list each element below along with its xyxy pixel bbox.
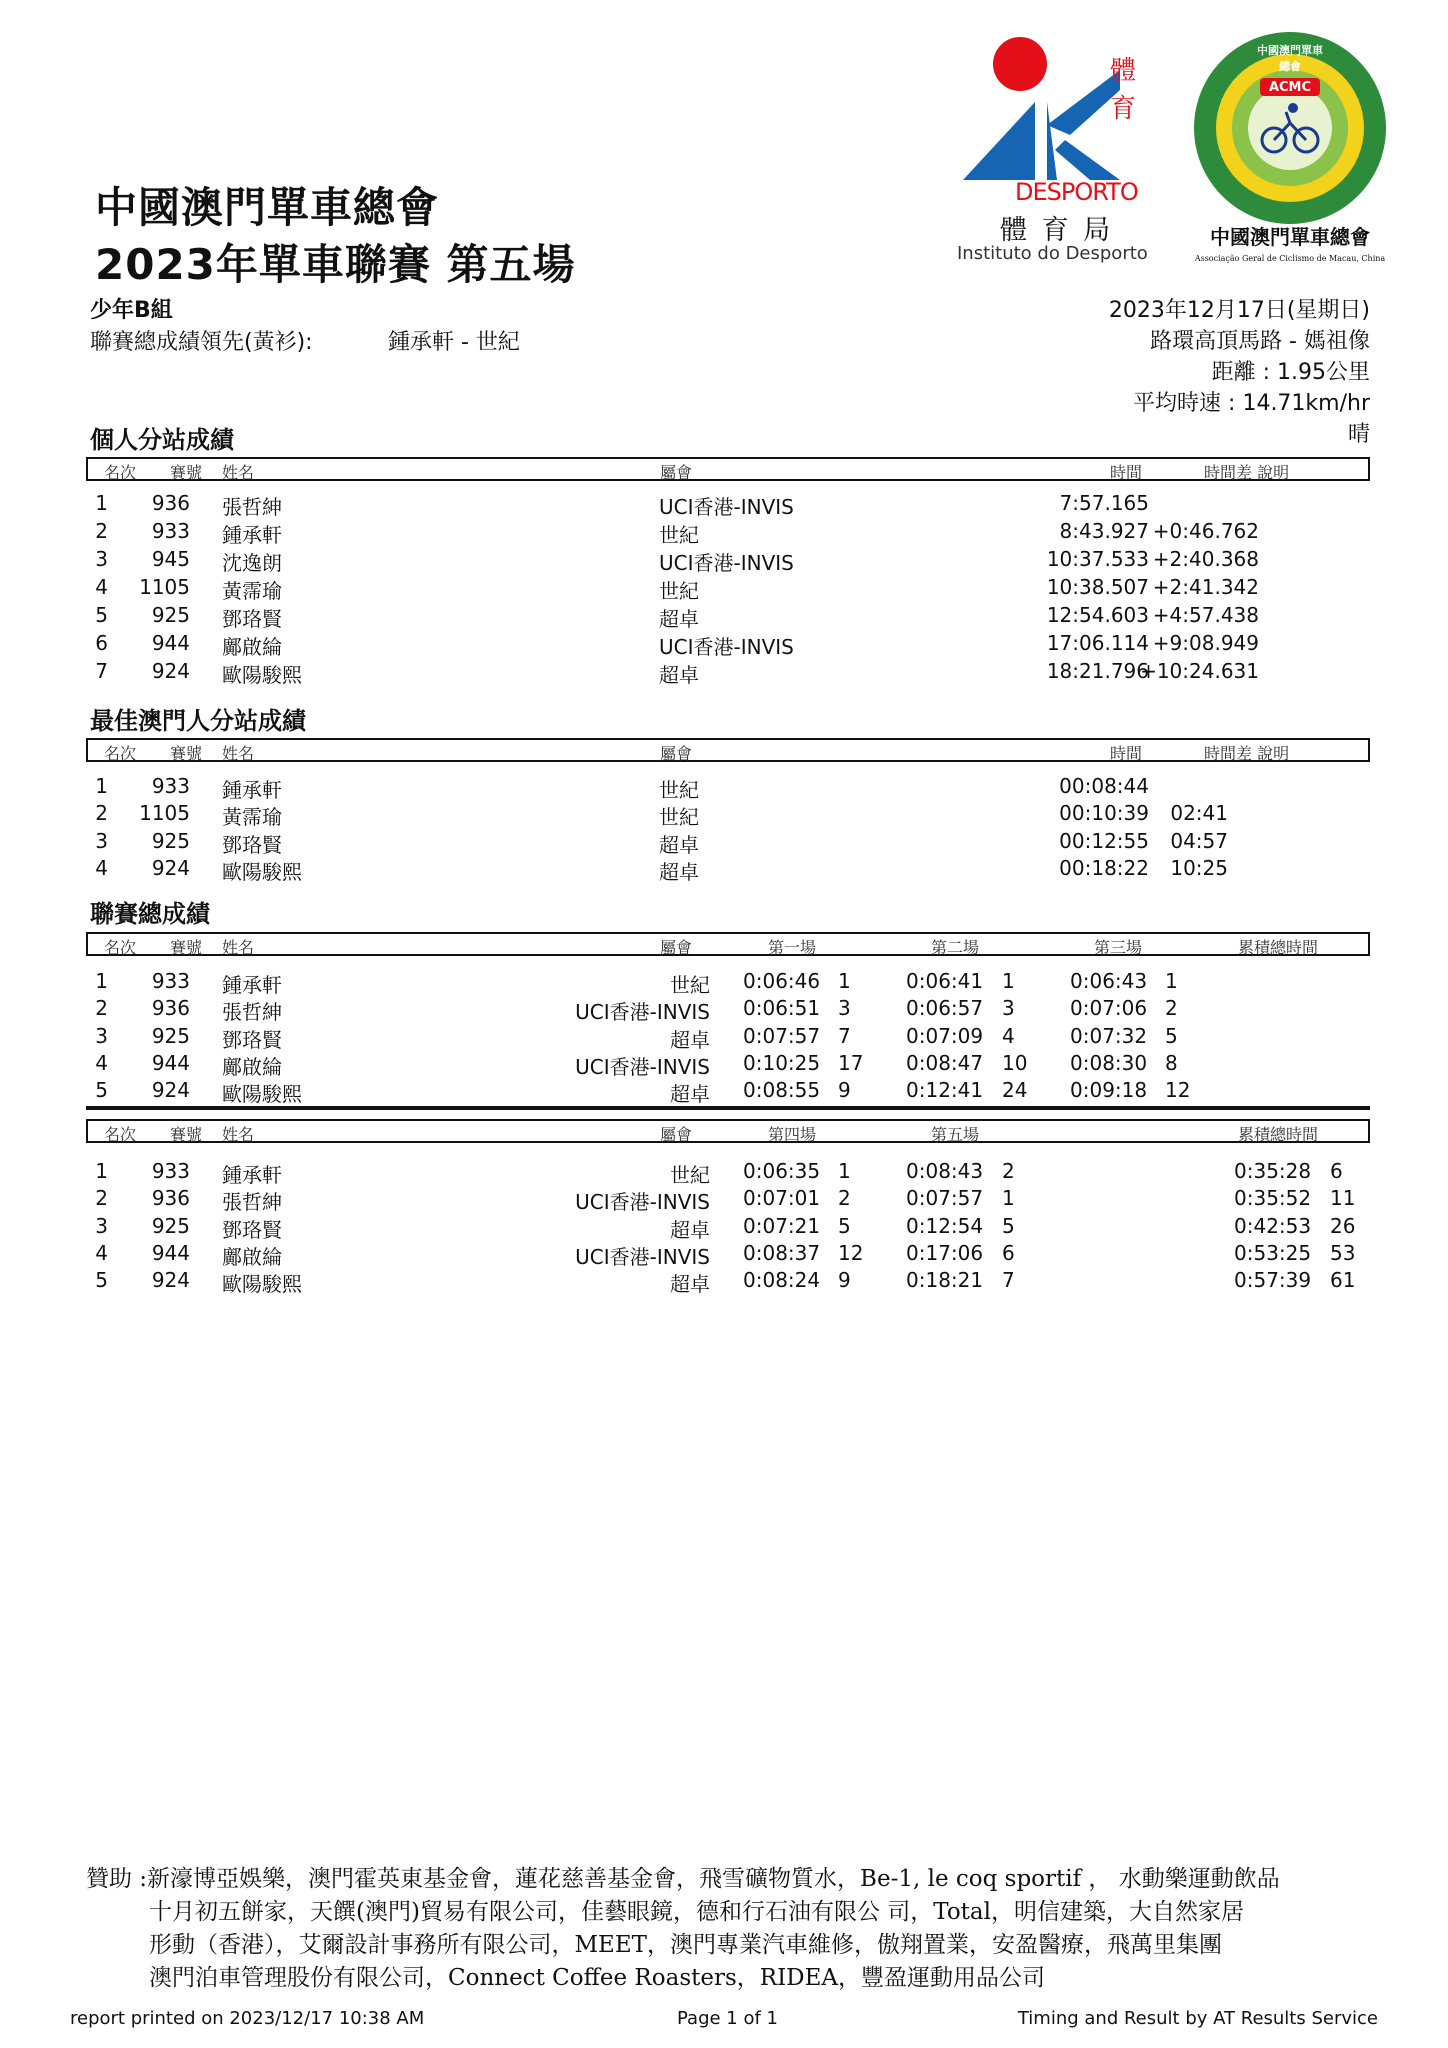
cell-time: 00:08:44 <box>1059 774 1149 798</box>
hdr-name: 姓名 <box>222 938 255 957</box>
cell-time: 18:21.796 <box>1046 659 1149 683</box>
cell-club: UCI香港-INVIS <box>659 551 794 575</box>
cell-diff: +2:41.342 <box>1152 575 1259 599</box>
cell-stage4-place: 12 <box>838 1240 864 1265</box>
table-row <box>86 1078 1370 1105</box>
sponsor-line: 澳門泊車管理股份有限公司，Connect Coffee Roasters，RIDEA，豐盈運動用品公司 <box>149 1965 1046 1991</box>
hdr-bib: 賽號 <box>170 1125 203 1144</box>
cell-rank: 2 <box>95 801 108 826</box>
cell-diff: +9:08.949 <box>1152 631 1259 655</box>
table-row <box>86 1241 1370 1268</box>
table-row <box>86 969 1370 996</box>
individual-header <box>86 457 1370 481</box>
table-row <box>86 547 1370 574</box>
table-row <box>86 1186 1370 1213</box>
desporto-cn: 體 育 局 <box>1000 215 1114 246</box>
cell-name: 鍾承軒 <box>222 778 282 802</box>
cell-bib: 933 <box>151 774 190 798</box>
acmc-logo <box>1190 28 1390 278</box>
cell-stage2-time: 0:06:57 <box>906 996 984 1021</box>
cell-diff: 10:25 <box>1170 855 1228 880</box>
cell-bib: 924 <box>151 855 190 880</box>
table-row <box>86 603 1370 630</box>
cell-name: 黃霈瑜 <box>222 805 282 830</box>
desporto-pt: Instituto do Desporto <box>957 243 1148 264</box>
cell-rank: 4 <box>95 1240 108 1265</box>
cell-bib: 924 <box>151 1268 190 1293</box>
cell-club: 超卓 <box>659 859 699 884</box>
cell-stage1-time: 0:06:46 <box>743 969 821 993</box>
cell-club: 超卓 <box>670 1027 710 1052</box>
league-divider <box>86 1106 1370 1110</box>
hdr-club: 屬會 <box>660 1125 693 1144</box>
table-row <box>86 1051 1370 1078</box>
cell-name: 鄺啟綸 <box>222 1244 282 1269</box>
cell-stage3-time: 0:08:30 <box>1070 1050 1148 1075</box>
cell-bib: 925 <box>151 603 190 627</box>
cell-diff: +4:57.438 <box>1152 603 1259 627</box>
acmc-abbr: ACMC <box>1268 80 1312 95</box>
desporto-brand: DESPORTO <box>1015 178 1138 206</box>
cell-rank: 5 <box>95 1078 108 1103</box>
cell-club: UCI香港-INVIS <box>575 1244 710 1269</box>
hdr-name: 姓名 <box>222 744 255 763</box>
cell-stage1-time: 0:10:25 <box>743 1050 821 1075</box>
cell-stage2-place: 3 <box>1002 996 1015 1021</box>
cell-club: UCI香港-INVIS <box>575 1054 710 1079</box>
cell-name: 鄧珞賢 <box>222 1027 282 1052</box>
macau-title: 最佳澳門人分站成績 <box>90 707 306 735</box>
race-route: 路環高頂馬路 - 媽祖像 <box>1150 329 1370 354</box>
cell-bib: 924 <box>151 1078 190 1103</box>
cell-bib: 944 <box>151 1050 190 1075</box>
hdr-stage2: 第二場 <box>931 938 980 957</box>
cell-total-points: 53 <box>1330 1240 1356 1265</box>
race-date: 2023年12月17日(星期日) <box>1108 298 1370 323</box>
cell-rank: 3 <box>95 1023 108 1048</box>
cell-bib: 925 <box>151 1213 190 1238</box>
cell-time: 12:54.603 <box>1046 603 1149 627</box>
table-row <box>86 659 1370 686</box>
cell-rank: 4 <box>95 1050 108 1075</box>
cell-club: 世紀 <box>659 579 699 603</box>
cell-name: 鄺啟綸 <box>222 635 282 659</box>
hdr-club: 屬會 <box>660 744 693 763</box>
cell-total-points: 11 <box>1330 1186 1356 1211</box>
cell-stage2-place: 1 <box>1002 969 1015 993</box>
cell-stage1-place: 7 <box>838 1023 851 1048</box>
cell-stage5-time: 0:07:57 <box>906 1186 984 1211</box>
cell-club: UCI香港-INVIS <box>659 635 794 659</box>
cell-name: 張哲紳 <box>222 1000 282 1025</box>
table-row <box>86 829 1370 856</box>
hdr-total: 累積總時間 <box>1238 1125 1319 1144</box>
cell-rank: 1 <box>95 969 108 993</box>
cell-name: 鍾承軒 <box>222 1163 282 1187</box>
cell-club: 世紀 <box>659 523 699 547</box>
cell-diff: +2:40.368 <box>1152 547 1259 571</box>
cell-time: 17:06.114 <box>1046 631 1149 655</box>
table-row <box>86 575 1370 602</box>
cell-name: 鄧珞賢 <box>222 607 282 631</box>
cell-rank: 4 <box>95 575 108 599</box>
cell-stage2-time: 0:07:09 <box>906 1023 984 1048</box>
sponsor-line: 形動（香港），艾爾設計事務所有限公司，MEET，澳門專業汽車維修，傲翔置業，安盈醫療，飛萬里集團 <box>149 1932 1222 1958</box>
cell-bib: 936 <box>151 1186 190 1211</box>
cell-bib: 945 <box>151 547 190 571</box>
desporto-char1: 體 <box>1110 56 1137 86</box>
league-header-1 <box>86 932 1370 956</box>
cell-bib: 1105 <box>139 801 190 826</box>
cell-stage4-place: 5 <box>838 1213 851 1238</box>
cell-stage1-place: 1 <box>838 969 851 993</box>
cell-stage5-time: 0:17:06 <box>906 1240 984 1265</box>
hdr-diff: 時間差 說明 <box>1204 744 1290 763</box>
cell-stage3-place: 5 <box>1165 1023 1178 1048</box>
hdr-bib: 賽號 <box>170 744 203 763</box>
cell-total-points: 6 <box>1330 1159 1343 1183</box>
cell-stage3-place: 1 <box>1165 969 1178 993</box>
cell-name: 歐陽駿熙 <box>222 859 302 884</box>
cell-stage5-time: 0:12:54 <box>906 1213 984 1238</box>
cell-club: 超卓 <box>670 1272 710 1297</box>
race-avg-speed: 平均時速 : 14.71km/hr <box>1133 391 1370 416</box>
cell-stage5-time: 0:08:43 <box>906 1159 984 1183</box>
cell-stage2-time: 0:12:41 <box>906 1078 984 1103</box>
hdr-club: 屬會 <box>660 938 693 957</box>
cell-club: UCI香港-INVIS <box>659 495 794 519</box>
cell-club: 超卓 <box>670 1217 710 1242</box>
cell-stage5-place: 1 <box>1002 1186 1015 1211</box>
cell-stage2-place: 24 <box>1002 1078 1028 1103</box>
sponsor-list <box>86 1863 1376 1995</box>
hdr-stage1: 第一場 <box>768 938 817 957</box>
table-row <box>86 1214 1370 1241</box>
cell-name: 鄺啟綸 <box>222 1054 282 1079</box>
hdr-bib: 賽號 <box>170 463 203 482</box>
cell-diff: 04:57 <box>1170 828 1228 853</box>
cell-rank: 2 <box>95 1186 108 1211</box>
cell-club: 超卓 <box>670 1082 710 1107</box>
timing-credit: Timing and Result by AT Results Service <box>1017 2008 1378 2029</box>
cell-name: 歐陽駿熙 <box>222 1082 302 1107</box>
cell-diff: +10:24.631 <box>1140 659 1259 683</box>
cell-diff: +0:46.762 <box>1152 519 1259 543</box>
cell-club: 世紀 <box>659 778 699 802</box>
category-label: 少年B組 <box>90 298 173 323</box>
cell-rank: 3 <box>95 1213 108 1238</box>
leader-label: 聯賽總成績領先(黃衫): <box>90 330 313 355</box>
cell-club: 世紀 <box>670 1163 710 1187</box>
cell-stage1-time: 0:07:57 <box>743 1023 821 1048</box>
cell-rank: 1 <box>95 491 108 515</box>
hdr-rank: 名次 <box>104 744 137 763</box>
cell-stage4-time: 0:07:01 <box>743 1186 821 1211</box>
desporto-char2: 育 <box>1110 94 1137 124</box>
hdr-total: 累積總時間 <box>1238 938 1319 957</box>
cell-bib: 933 <box>151 1159 190 1183</box>
cell-club: UCI香港-INVIS <box>575 1000 710 1025</box>
cell-stage3-place: 12 <box>1165 1078 1191 1103</box>
cell-name: 鄧珞賢 <box>222 832 282 857</box>
cell-time: 8:43.927 <box>1059 519 1149 543</box>
cell-stage3-time: 0:07:06 <box>1070 996 1148 1021</box>
table-row <box>86 519 1370 546</box>
hdr-rank: 名次 <box>104 463 137 482</box>
cell-rank: 2 <box>95 519 108 543</box>
cell-bib: 944 <box>151 1240 190 1265</box>
cell-bib: 933 <box>151 519 190 543</box>
cell-stage1-place: 17 <box>838 1050 864 1075</box>
macau-header <box>86 738 1370 762</box>
acmc-pt: Associação Geral de Ciclismo de Macau, China <box>1194 254 1386 263</box>
cell-club: 超卓 <box>659 663 699 687</box>
cell-bib: 924 <box>151 659 190 683</box>
hdr-bib: 賽號 <box>170 938 203 957</box>
leader-value: 鍾承軒 - 世紀 <box>388 330 520 355</box>
race-distance: 距離 : 1.95公里 <box>1211 360 1370 385</box>
cell-stage3-place: 8 <box>1165 1050 1178 1075</box>
cell-rank: 3 <box>95 547 108 571</box>
acmc-ring-text: 中國澳門單車總會 <box>1257 44 1323 73</box>
cell-total-time: 0:53:25 <box>1234 1240 1312 1265</box>
hdr-stage4: 第四場 <box>768 1125 817 1144</box>
cell-rank: 3 <box>95 828 108 853</box>
cell-name: 歐陽駿熙 <box>222 1272 302 1297</box>
cell-rank: 5 <box>95 1268 108 1293</box>
table-row <box>86 801 1370 828</box>
cell-name: 沈逸朗 <box>222 551 282 575</box>
cell-bib: 936 <box>151 491 190 515</box>
page-number: Page 1 of 1 <box>677 2008 778 2029</box>
cell-time: 00:12:55 <box>1059 828 1149 853</box>
table-row <box>86 996 1370 1023</box>
cell-stage1-time: 0:06:51 <box>743 996 821 1021</box>
cell-total-points: 61 <box>1330 1268 1356 1293</box>
hdr-time: 時間 <box>1110 463 1143 482</box>
league-header-2 <box>86 1119 1370 1143</box>
hdr-diff: 時間差 說明 <box>1204 463 1290 482</box>
cell-stage4-place: 1 <box>838 1159 851 1183</box>
hdr-stage5: 第五場 <box>931 1125 980 1144</box>
cell-rank: 2 <box>95 996 108 1021</box>
cell-club: 世紀 <box>670 973 710 997</box>
cell-stage1-place: 3 <box>838 996 851 1021</box>
cell-total-points: 26 <box>1330 1213 1356 1238</box>
event-title: 2023年單車聯賽 第五場 <box>95 240 576 289</box>
cell-name: 鍾承軒 <box>222 973 282 997</box>
sponsor-line: 贊助 :新濠博亞娛樂，澳門霍英東基金會，蓮花慈善基金會，飛雪礦物質水，Be-1, le coq sportif ， 水動樂運動飲品 <box>86 1866 1280 1892</box>
table-row <box>86 631 1370 658</box>
cell-stage2-place: 4 <box>1002 1023 1015 1048</box>
cell-total-time: 0:35:28 <box>1234 1159 1312 1183</box>
printed-stamp: report printed on 2023/12/17 10:38 AM <box>70 2008 425 2029</box>
cell-name: 歐陽駿熙 <box>222 663 302 687</box>
cell-bib: 944 <box>151 631 190 655</box>
cell-bib: 925 <box>151 828 190 853</box>
cell-total-time: 0:35:52 <box>1234 1186 1312 1211</box>
cell-stage5-time: 0:18:21 <box>906 1268 984 1293</box>
cell-bib: 1105 <box>139 575 190 599</box>
cell-stage3-place: 2 <box>1165 996 1178 1021</box>
table-row <box>86 491 1370 518</box>
cell-stage4-time: 0:06:35 <box>743 1159 821 1183</box>
cell-stage1-time: 0:08:55 <box>743 1078 821 1103</box>
cell-stage2-place: 10 <box>1002 1050 1028 1075</box>
cell-stage4-time: 0:07:21 <box>743 1213 821 1238</box>
cell-rank: 6 <box>95 631 108 655</box>
cell-club: 超卓 <box>659 607 699 631</box>
cell-name: 鄧珞賢 <box>222 1217 282 1242</box>
cell-stage1-place: 9 <box>838 1078 851 1103</box>
cell-rank: 1 <box>95 774 108 798</box>
cell-stage4-time: 0:08:24 <box>743 1268 821 1293</box>
cell-club: UCI香港-INVIS <box>575 1190 710 1215</box>
hdr-time: 時間 <box>1110 744 1143 763</box>
cell-stage4-place: 2 <box>838 1186 851 1211</box>
cell-time: 7:57.165 <box>1059 491 1149 515</box>
cell-club: 世紀 <box>659 805 699 830</box>
table-row <box>86 1268 1370 1295</box>
cell-rank: 1 <box>95 1159 108 1183</box>
cell-rank: 5 <box>95 603 108 627</box>
cell-time: 10:38.507 <box>1046 575 1149 599</box>
acmc-cn: 中國澳門單車總會 <box>1210 225 1370 249</box>
cell-bib: 925 <box>151 1023 190 1048</box>
hdr-rank: 名次 <box>104 1125 137 1144</box>
hdr-club: 屬會 <box>660 463 693 482</box>
cell-name: 張哲紳 <box>222 495 282 519</box>
hdr-name: 姓名 <box>222 463 255 482</box>
table-row <box>86 1159 1370 1186</box>
individual-title: 個人分站成績 <box>90 426 234 454</box>
cell-name: 鍾承軒 <box>222 523 282 547</box>
cell-stage4-place: 9 <box>838 1268 851 1293</box>
org-title: 中國澳門單車總會 <box>95 183 440 232</box>
cell-time: 10:37.533 <box>1046 547 1149 571</box>
hdr-stage3: 第三場 <box>1094 938 1143 957</box>
cell-stage2-time: 0:08:47 <box>906 1050 984 1075</box>
cell-stage3-time: 0:09:18 <box>1070 1078 1148 1103</box>
cell-club: 超卓 <box>659 832 699 857</box>
hdr-rank: 名次 <box>104 938 137 957</box>
cell-time: 00:10:39 <box>1059 801 1149 826</box>
race-weather: 晴 <box>1347 422 1370 447</box>
cell-stage2-time: 0:06:41 <box>906 969 984 993</box>
cell-total-time: 0:57:39 <box>1234 1268 1312 1293</box>
table-row <box>86 774 1370 801</box>
cell-total-time: 0:42:53 <box>1234 1213 1312 1238</box>
cell-rank: 7 <box>95 659 108 683</box>
cell-bib: 933 <box>151 969 190 993</box>
desporto-logo <box>955 30 1165 270</box>
cell-stage5-place: 6 <box>1002 1240 1015 1265</box>
cell-rank: 4 <box>95 855 108 880</box>
cell-diff: 02:41 <box>1170 801 1228 826</box>
cell-name: 張哲紳 <box>222 1190 282 1215</box>
cell-stage3-time: 0:07:32 <box>1070 1023 1148 1048</box>
table-row <box>86 856 1370 883</box>
cell-stage5-place: 5 <box>1002 1213 1015 1238</box>
cell-stage5-place: 2 <box>1002 1159 1015 1183</box>
cell-time: 00:18:22 <box>1059 855 1149 880</box>
table-row <box>86 1024 1370 1051</box>
cell-stage5-place: 7 <box>1002 1268 1015 1293</box>
sponsor-line: 十月初五餅家，天饌(澳門)貿易有限公司，佳藝眼鏡，德和行石油有限公 司，Total，明信建築，大自然家居 <box>149 1899 1244 1925</box>
cell-stage4-time: 0:08:37 <box>743 1240 821 1265</box>
hdr-name: 姓名 <box>222 1125 255 1144</box>
league-title: 聯賽總成績 <box>90 900 210 928</box>
cell-stage3-time: 0:06:43 <box>1070 969 1148 993</box>
cell-bib: 936 <box>151 996 190 1021</box>
cell-name: 黃霈瑜 <box>222 579 282 603</box>
